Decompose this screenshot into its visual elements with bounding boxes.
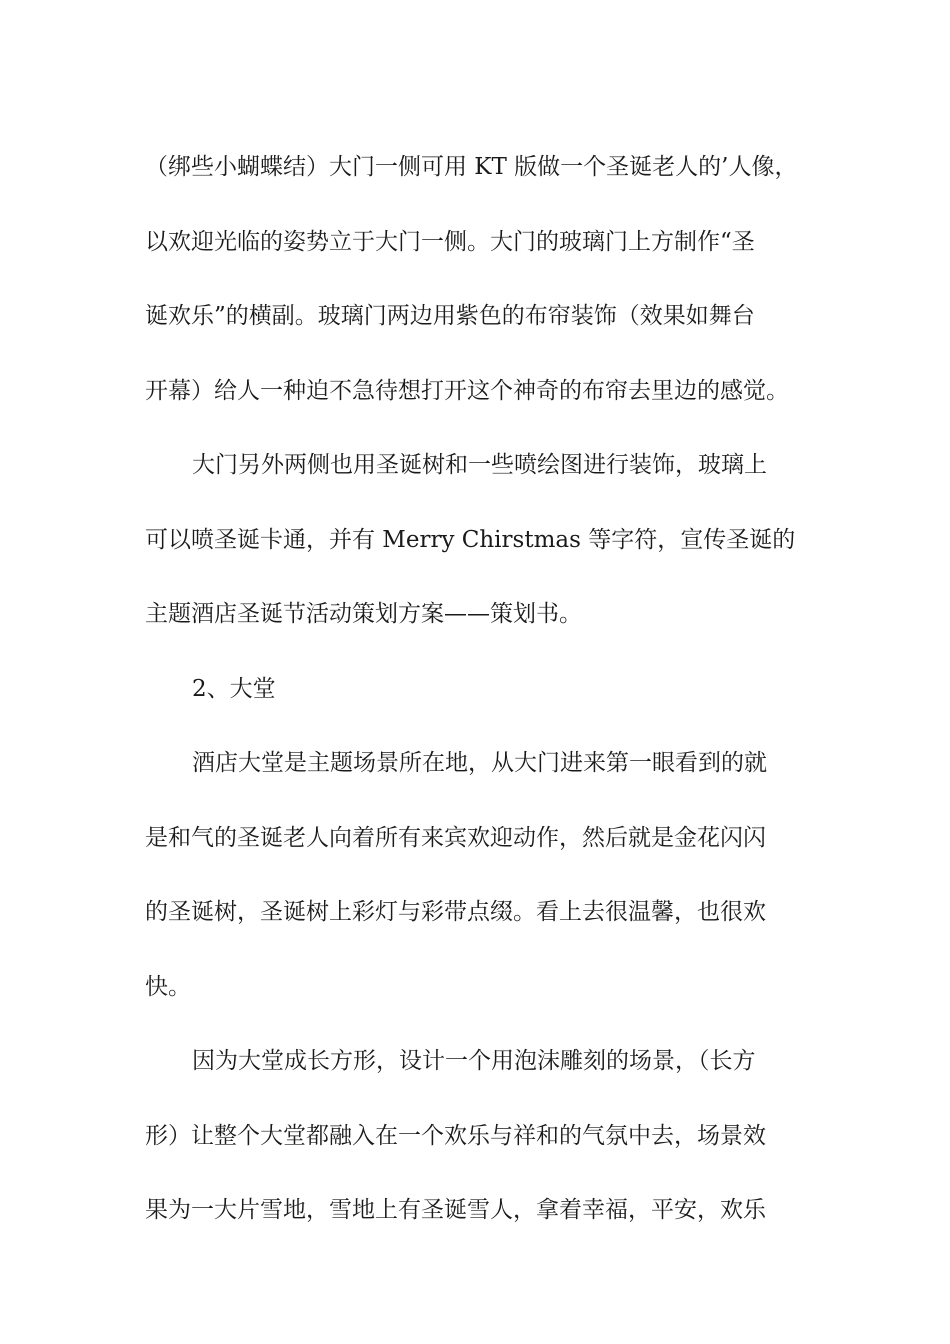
text-line: 可以喷圣诞卡通，并有 Merry Chirstmas 等字符，宣传圣诞的: [145, 526, 796, 553]
text-line: 果为一大片雪地，雪地上有圣诞雪人，拿着幸福，平安，欢乐: [145, 1197, 766, 1223]
body-text: [145, 130, 825, 1248]
text-line: 以欢迎光临的姿势立于大门一侧。大门的玻璃门上方制作“圣: [145, 228, 755, 255]
section-heading: 2、大堂: [192, 675, 276, 702]
paragraph-first-line: 酒店大堂是主题场景所在地，从大门进来第一眼看到的就: [192, 750, 767, 776]
paragraph-first-line: 因为大堂成长方形，设计一个用泡沫雕刻的场景，（长方: [192, 1048, 756, 1074]
text-line: （绑些小蝴蝶结）大门一侧可用 KT 版做一个圣诞老人的’人像，: [145, 154, 798, 180]
text-line: 主题酒店圣诞节活动策划方案——策划书。: [145, 601, 582, 627]
text-line: 形）让整个大堂都融入在一个欢乐与祥和的气氛中去，场景效: [145, 1122, 766, 1149]
text-line: 开幕）给人一种迫不急待想打开这个神奇的布帘去里边的感觉。: [145, 377, 789, 404]
text-line: 诞欢乐”的横副。玻璃门两边用紫色的布帘装饰（效果如舞台: [145, 303, 755, 329]
text-line: 是和气的圣诞老人向着所有来宾欢迎动作，然后就是金花闪闪: [145, 824, 766, 851]
text-line: 的圣诞树，圣诞树上彩灯与彩带点缀。看上去很温馨，也很欢: [145, 899, 766, 925]
paragraph-first-line: 大门另外两侧也用圣诞树和一些喷绘图进行装饰，玻璃上: [192, 452, 767, 478]
text-line: 快。: [145, 973, 191, 1000]
